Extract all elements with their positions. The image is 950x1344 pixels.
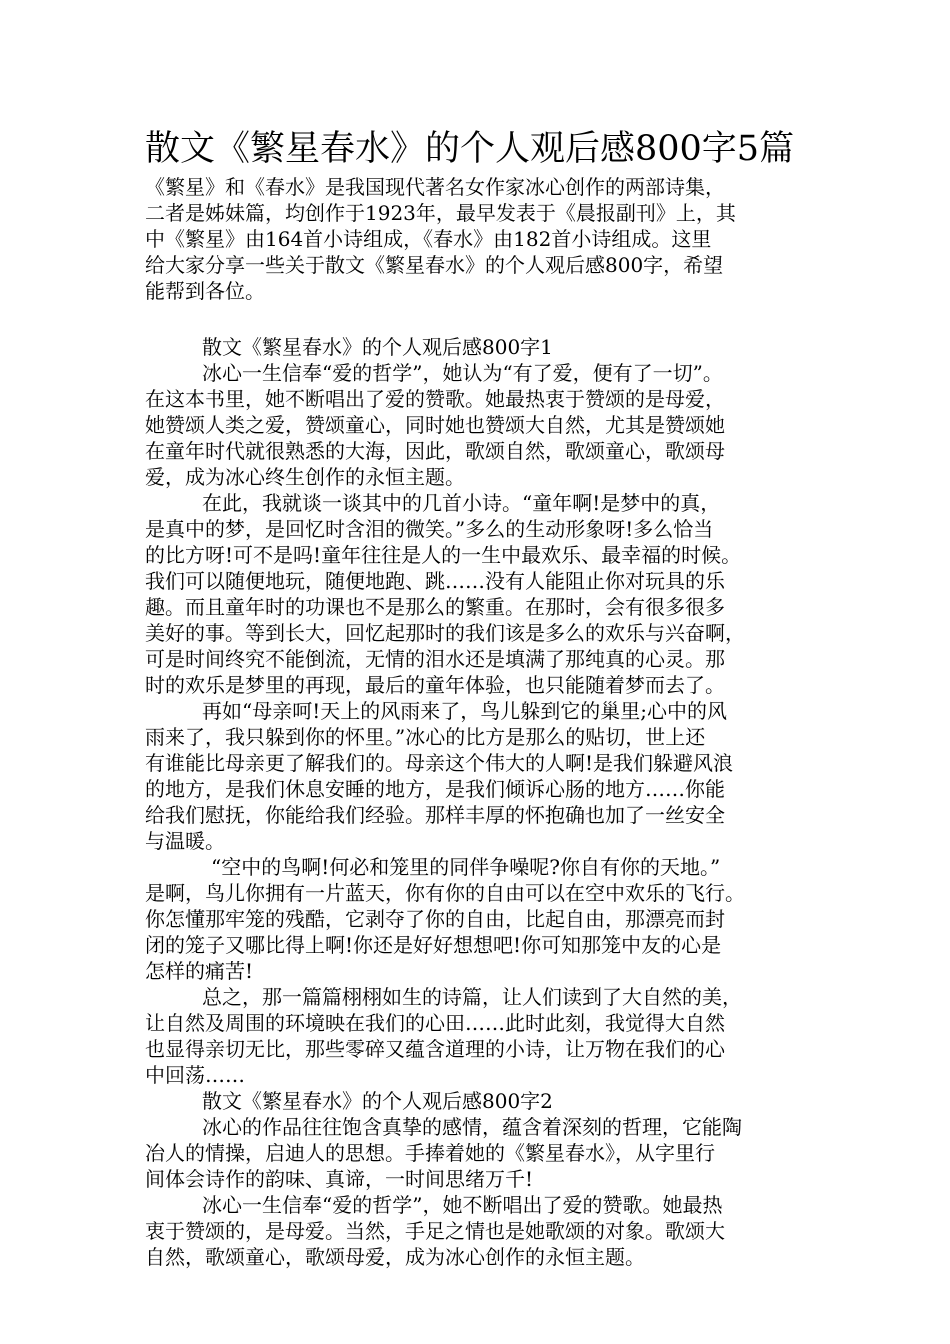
document-page	[145, 126, 815, 1270]
text-line: 给我们慰抚，你能给我们经验。那样丰厚的怀抱确也加了一丝安全	[145, 803, 725, 827]
text-line: 我们可以随便地玩，随便地跑、跳……没有人能阻止你对玩具的乐	[145, 569, 725, 593]
section-1	[145, 334, 815, 1088]
text-line: 让自然及周围的环境映在我们的心田……此时此刻，我觉得大自然	[145, 1011, 725, 1035]
text-line: 冰心一生信奉“爱的哲学”，她认为“有了爱，便有了一切”。	[202, 361, 723, 385]
text-line: 爱，成为冰心终生创作的永恒主题。	[145, 465, 465, 489]
text-line: 衷于赞颂的，是母爱。当然，手足之情也是她歌颂的对象。歌颂大	[145, 1219, 725, 1243]
text-line: 美好的事。等到长大，回忆起那时的我们该是多么的欢乐与兴奋啊，	[145, 621, 745, 645]
text-line: 中回荡……	[145, 1063, 245, 1087]
text-line: “空中的鸟啊!何必和笼里的同伴争噪呢?你自有你的天地。”	[211, 855, 721, 879]
text-line: 《繁星》和《春水》是我国现代著名女作家冰心创作的两部诗集，	[145, 175, 725, 199]
section-heading: 散文《繁星春水》的个人观后感800字2	[202, 1089, 553, 1113]
text-line: 也显得亲切无比，那些零碎又蕴含道理的小诗，让万物在我们的心	[145, 1037, 725, 1061]
text-line: 的比方呀!可不是吗!童年往往是人的一生中最欢乐、最幸福的时候。	[145, 543, 742, 567]
section-heading: 散文《繁星春水》的个人观后感800字1	[202, 335, 553, 359]
text-line: 中《繁星》由164首小诗组成，《春水》由182首小诗组成。这里	[145, 227, 712, 251]
text-line: 在这本书里，她不断唱出了爱的赞歌。她最热衷于赞颂的是母爱，	[145, 387, 725, 411]
text-line: 怎样的痛苦!	[145, 959, 254, 983]
text-line: 间体会诗作的韵味、真谛，一时间思绪万千!	[145, 1167, 534, 1191]
text-line: 有谁能比母亲更了解我们的。母亲这个伟大的人啊!是我们躲避风浪	[145, 751, 734, 775]
text-line: 与温暖。	[145, 829, 225, 853]
text-line: 总之，那一篇篇栩栩如生的诗篇，让人们读到了大自然的美，	[202, 985, 742, 1009]
text-line: 冶人的情操，启迪人的思想。手捧着她的《繁星春水》，从字里行	[145, 1141, 715, 1165]
text-line: 能帮到各位。	[145, 279, 265, 303]
text-line: 是真中的梦，是回忆时含泪的微笑。”多么的生动形象呀!多么恰当	[145, 517, 714, 541]
text-line: 二者是姊妹篇，均创作于1923年，最早发表于《晨报副刊》上，其	[145, 201, 736, 225]
text-line: 趣。而且童年时的功课也不是那么的繁重。在那时，会有很多很多	[145, 595, 725, 619]
text-line: 时的欢乐是梦里的再现，最后的童年体验，也只能随着梦而去了。	[145, 673, 725, 697]
text-line: 闭的笼子又哪比得上啊!你还是好好想想吧!你可知那笼中友的心是	[145, 933, 722, 957]
document-title: 散文《繁星春水》的个人观后感800字5篇	[145, 129, 795, 169]
section-2	[145, 1088, 815, 1270]
text-line: 自然，歌颂童心，歌颂母爱，成为冰心创作的永恒主题。	[145, 1245, 645, 1269]
text-line: 在童年时代就很熟悉的大海，因此，歌颂自然，歌颂童心，歌颂母	[145, 439, 725, 463]
text-line: 再如“母亲呵!天上的风雨来了，鸟儿躲到它的巢里;心中的风	[202, 699, 727, 723]
text-line: 可是时间终究不能倒流，无情的泪水还是填满了那纯真的心灵。那	[145, 647, 725, 671]
text-line: 的地方，是我们休息安睡的地方，是我们倾诉心肠的地方……你能	[145, 777, 725, 801]
text-line: 雨来了，我只躲到你的怀里。”冰心的比方是那么的贴切，世上还	[145, 725, 706, 749]
text-line: 你怎懂那牢笼的残酷，它剥夺了你的自由，比起自由，那漂亮而封	[145, 907, 725, 931]
text-line: 冰心的作品往往饱含真挚的感情，蕴含着深刻的哲理，它能陶	[202, 1115, 742, 1139]
text-line: 给大家分享一些关于散文《繁星春水》的个人观后感800字，希望	[145, 253, 724, 277]
text-line: 是啊，鸟儿你拥有一片蓝天，你有你的自由可以在空中欢乐的飞行。	[145, 881, 745, 905]
text-line: 在此，我就谈一谈其中的几首小诗。“童年啊!是梦中的真，	[202, 491, 721, 515]
text-line: 冰心一生信奉“爱的哲学”，她不断唱出了爱的赞歌。她最热	[202, 1193, 723, 1217]
text-line: 她赞颂人类之爱，赞颂童心，同时她也赞颂大自然，尤其是赞颂她	[145, 413, 725, 437]
intro-paragraph	[145, 174, 815, 304]
